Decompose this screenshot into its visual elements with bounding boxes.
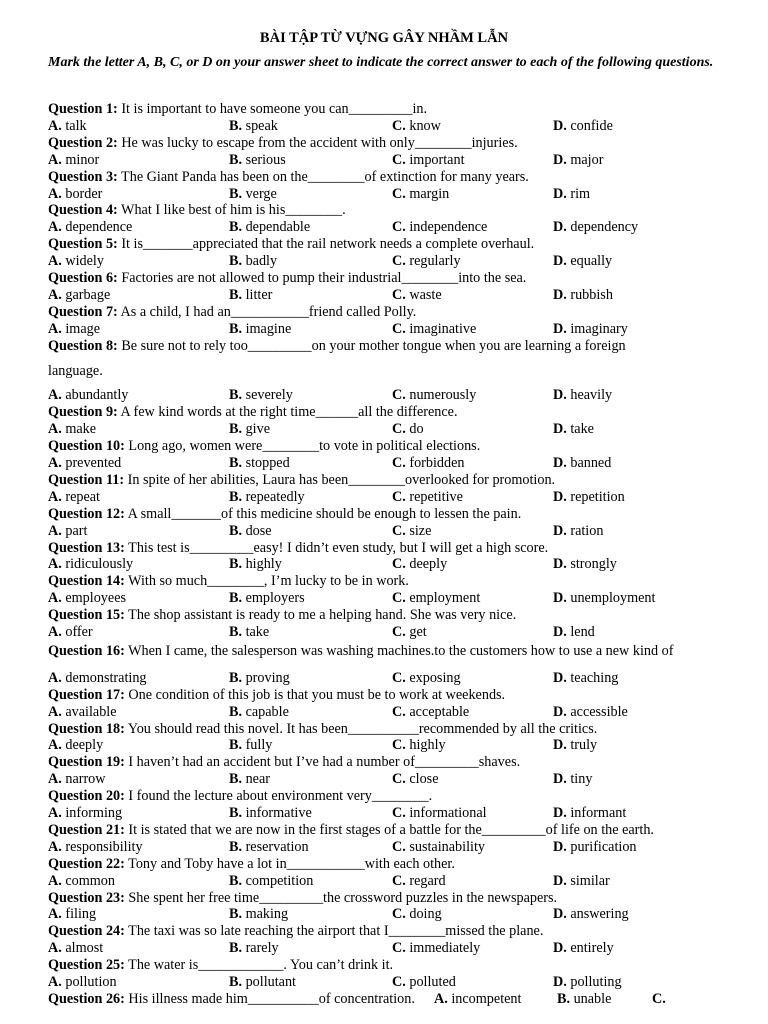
question-text: It is stated that we are now in the first stages of a battle for the_________of life on the earth.	[124, 821, 654, 838]
option-a: A. widely	[48, 253, 104, 270]
option-b: B. fully	[229, 737, 273, 754]
question-number: Question 13:	[48, 539, 125, 556]
option-d: D. teaching	[553, 669, 619, 686]
question-5	[48, 236, 534, 253]
option-d: D. similar	[553, 872, 610, 889]
question-2	[48, 135, 518, 152]
option-b: B. rarely	[229, 940, 279, 957]
question-7	[48, 304, 416, 321]
question-text: When I came, the salesperson was washing machines.to the customers how to use a new kind of	[124, 642, 674, 659]
question-text: Be sure not to rely too_________on your mother tongue when you are learning a foreign	[117, 337, 626, 354]
option-d: D. rim	[553, 185, 591, 202]
question-number: Question 21:	[48, 821, 125, 838]
option-d: D. major	[553, 151, 604, 168]
question-number: Question 23:	[48, 889, 125, 906]
question-24	[48, 923, 543, 940]
question-number: Question 25:	[48, 957, 125, 974]
question-number: Question 15:	[48, 607, 125, 624]
option-a: A. employees	[48, 590, 127, 607]
option-c: C. forbidden	[392, 455, 465, 471]
question-10	[48, 438, 480, 455]
option-d: D. lend	[553, 624, 595, 640]
option-b: B. speak	[229, 117, 278, 134]
question-number: Question 3:	[48, 168, 118, 185]
option-c: C. regard	[392, 872, 446, 889]
page-title: BÀI TẬP TỪ VỰNG GÂY NHẦM LẪN	[259, 30, 509, 46]
question-9	[48, 404, 458, 421]
question-22	[48, 856, 455, 873]
question-number: Question 17:	[48, 686, 125, 703]
question-text: A few kind words at the right time______all the difference.	[117, 404, 458, 421]
option-b: B. pollutant	[229, 974, 297, 990]
option-d: D. polluting	[553, 974, 622, 990]
option-d: D. rubbish	[553, 286, 613, 303]
question-text: Long ago, women were________to vote in political elections.	[124, 438, 481, 455]
option-d: D. ration	[553, 522, 604, 539]
question-12	[48, 506, 521, 523]
option-a: A. common	[48, 872, 115, 889]
option-c: C. polluted	[392, 974, 456, 990]
question-6	[48, 270, 526, 287]
option-d: D. repetition	[553, 488, 625, 505]
question-continuation: language.	[48, 362, 103, 379]
question-text: I found the lecture about environment very________.	[124, 788, 433, 805]
option-c: C.	[652, 990, 666, 1007]
option-c: C. acceptable	[392, 703, 470, 720]
question-21	[48, 822, 654, 839]
question-17	[48, 687, 505, 704]
option-c: C. sustainability	[392, 838, 486, 855]
option-a: A. part	[48, 522, 88, 539]
question-text: You should read this novel. It has been__________recommended by all the critics.	[124, 720, 598, 737]
question-text: I haven’t had an accident but I’ve had a number of_________shaves.	[124, 754, 521, 771]
option-a: A. available	[48, 703, 117, 720]
option-b: B. proving	[229, 669, 290, 686]
option-c: C. repetitive	[392, 488, 463, 505]
question-23	[48, 890, 557, 907]
option-b: B. dependable	[229, 219, 311, 236]
question-text: This test is_________easy! I didn’t even study, but I will get a high score.	[124, 539, 549, 556]
question-4	[48, 202, 346, 219]
instruction: Mark the letter A, B, C, or D on your answer sheet to indicate the correct answer to each of the following questions.	[48, 55, 714, 70]
option-d: D. dependency	[553, 219, 639, 236]
option-d: D. informant	[553, 805, 627, 821]
option-b: B. serious	[229, 151, 286, 168]
question-number: Question 16:	[48, 642, 125, 659]
option-d: D. take	[553, 421, 594, 438]
option-d: D. confide	[553, 117, 613, 134]
option-c: C. employment	[392, 590, 481, 607]
option-c: C. numerously	[392, 387, 477, 404]
option-a: A. informing	[48, 805, 123, 821]
option-a: A. repeat	[48, 488, 100, 505]
question-text: He was lucky to escape from the accident with only________injuries.	[117, 134, 518, 151]
option-c: C. waste	[392, 286, 442, 303]
question-text: The water is____________. You can’t drink it.	[124, 957, 394, 974]
question-text: It is important to have someone you can_________in.	[117, 101, 428, 117]
question-16	[48, 643, 673, 660]
option-b: B. employers	[229, 590, 305, 607]
question-25	[48, 957, 393, 974]
question-text: Factories are not allowed to pump their industrial________into the sea.	[117, 270, 527, 286]
question-number: Question 22:	[48, 855, 125, 872]
question-number: Question 7:	[48, 303, 118, 320]
option-c: C. do	[392, 421, 424, 438]
option-b: B. highly	[229, 556, 282, 573]
question-number: Question 18:	[48, 720, 125, 737]
option-a: A. responsibility	[48, 838, 143, 855]
question-1	[48, 101, 427, 118]
question-text: The shop assistant is ready to me a helping hand. She was very nice.	[124, 607, 517, 624]
question-text: As a child, I had an___________friend called Polly.	[117, 303, 417, 320]
option-a: A. incompetent	[434, 990, 522, 1007]
question-text: Tony and Toby have a lot in___________with each other.	[124, 855, 455, 872]
option-a: A. pollution	[48, 974, 117, 990]
question-text: She spent her free time_________the crossword puzzles in the newspapers.	[124, 889, 558, 906]
question-8	[48, 338, 626, 355]
question-11	[48, 472, 555, 489]
question-20	[48, 788, 432, 805]
question-text: A small_______of this medicine should be enough to lessen the pain.	[124, 505, 522, 522]
question-15	[48, 607, 516, 624]
option-c: C. doing	[392, 906, 442, 923]
option-c: C. margin	[392, 185, 450, 202]
option-c: C. know	[392, 117, 441, 134]
option-b: B. dose	[229, 522, 272, 539]
question-number: Question 5:	[48, 236, 118, 253]
option-b: B. informative	[229, 805, 312, 821]
question-number: Question 11:	[48, 471, 125, 488]
option-b: B. reservation	[229, 838, 309, 855]
option-a: A. minor	[48, 151, 100, 168]
option-b: B. litter	[229, 286, 273, 303]
question-text: One condition of this job is that you must be to work at weekends.	[124, 686, 506, 703]
option-c: C. important	[392, 151, 465, 168]
option-c: C. imaginative	[392, 320, 477, 337]
option-b: B. imagine	[229, 320, 292, 337]
question-number: Question 24:	[48, 923, 125, 940]
option-c: C. informational	[392, 805, 487, 821]
question-text: In spite of her abilities, Laura has been________overlooked for promotion.	[124, 471, 556, 488]
option-d: D. entirely	[553, 940, 614, 957]
question-text: His illness made him__________of concentration.	[124, 990, 415, 1007]
option-d: D. truly	[553, 737, 598, 754]
question-text: What I like best of him is his________.	[117, 202, 346, 219]
question-number: Question 26:	[48, 990, 125, 1007]
option-d: D. purification	[553, 838, 637, 855]
option-a: A. almost	[48, 940, 104, 957]
question-19	[48, 754, 520, 771]
option-c: C. immediately	[392, 940, 481, 957]
option-a: A. abundantly	[48, 387, 129, 404]
question-number: Question 10:	[48, 438, 125, 455]
option-d: D. equally	[553, 253, 613, 270]
option-b: B. badly	[229, 253, 278, 270]
option-b: B. stopped	[229, 455, 290, 471]
question-text: It is_______appreciated that the rail network needs a complete overhaul.	[117, 236, 535, 253]
question-number: Question 4:	[48, 202, 118, 219]
option-d: D. banned	[553, 455, 612, 471]
option-c: C. get	[392, 624, 427, 640]
option-a: A. narrow	[48, 771, 106, 788]
option-a: A. make	[48, 421, 97, 438]
question-number: Question 12:	[48, 505, 125, 522]
option-d: D. answering	[553, 906, 629, 923]
option-c: C. regularly	[392, 253, 461, 270]
question-number: Question 14:	[48, 573, 125, 590]
option-d: D. accessible	[553, 703, 628, 720]
option-a: A. deeply	[48, 737, 104, 754]
option-a: A. border	[48, 185, 103, 202]
option-a: A. demonstrating	[48, 669, 147, 686]
question-number: Question 9:	[48, 404, 118, 421]
option-b: B. verge	[229, 185, 277, 202]
option-a: A. ridiculously	[48, 556, 134, 573]
option-b: B. take	[229, 624, 270, 640]
option-b: B. competition	[229, 872, 314, 889]
option-b: B. near	[229, 771, 270, 788]
question-18	[48, 721, 597, 738]
option-b: B. repeatedly	[229, 488, 305, 505]
option-d: D. imaginary	[553, 320, 628, 337]
option-d: D. strongly	[553, 556, 617, 573]
option-c: C. deeply	[392, 556, 448, 573]
option-b: B. severely	[229, 387, 293, 404]
option-d: D. tiny	[553, 771, 593, 788]
option-b: B. making	[229, 906, 289, 923]
question-number: Question 8:	[48, 337, 118, 354]
question-text: With so much________, I’m lucky to be in work.	[124, 573, 409, 590]
option-c: C. exposing	[392, 669, 461, 686]
option-c: C. size	[392, 522, 432, 539]
option-c: C. highly	[392, 737, 446, 754]
question-13	[48, 540, 548, 557]
option-c: C. independence	[392, 219, 488, 236]
option-b: B. give	[229, 421, 270, 438]
option-a: A. dependence	[48, 219, 133, 236]
option-a: A. garbage	[48, 286, 111, 303]
question-text: The taxi was so late reaching the airport that I________missed the plane.	[124, 923, 544, 940]
question-number: Question 20:	[48, 788, 125, 805]
option-d: D. heavily	[553, 387, 613, 404]
question-number: Question 6:	[48, 270, 118, 286]
option-c: C. close	[392, 771, 439, 788]
question-number: Question 1:	[48, 101, 118, 117]
option-a: A. image	[48, 320, 101, 337]
option-a: A. filing	[48, 906, 97, 923]
question-number: Question 19:	[48, 754, 125, 771]
option-b: B. capable	[229, 703, 289, 720]
option-a: A. prevented	[48, 455, 122, 471]
option-b: B. unable	[557, 990, 612, 1007]
option-a: A. offer	[48, 624, 93, 640]
question-26	[48, 991, 415, 1008]
question-3	[48, 169, 529, 186]
question-text: The Giant Panda has been on the________of extinction for many years.	[117, 168, 529, 185]
question-14	[48, 573, 409, 590]
option-d: D. unemployment	[553, 590, 656, 607]
option-a: A. talk	[48, 117, 87, 134]
question-number: Question 2:	[48, 134, 118, 151]
